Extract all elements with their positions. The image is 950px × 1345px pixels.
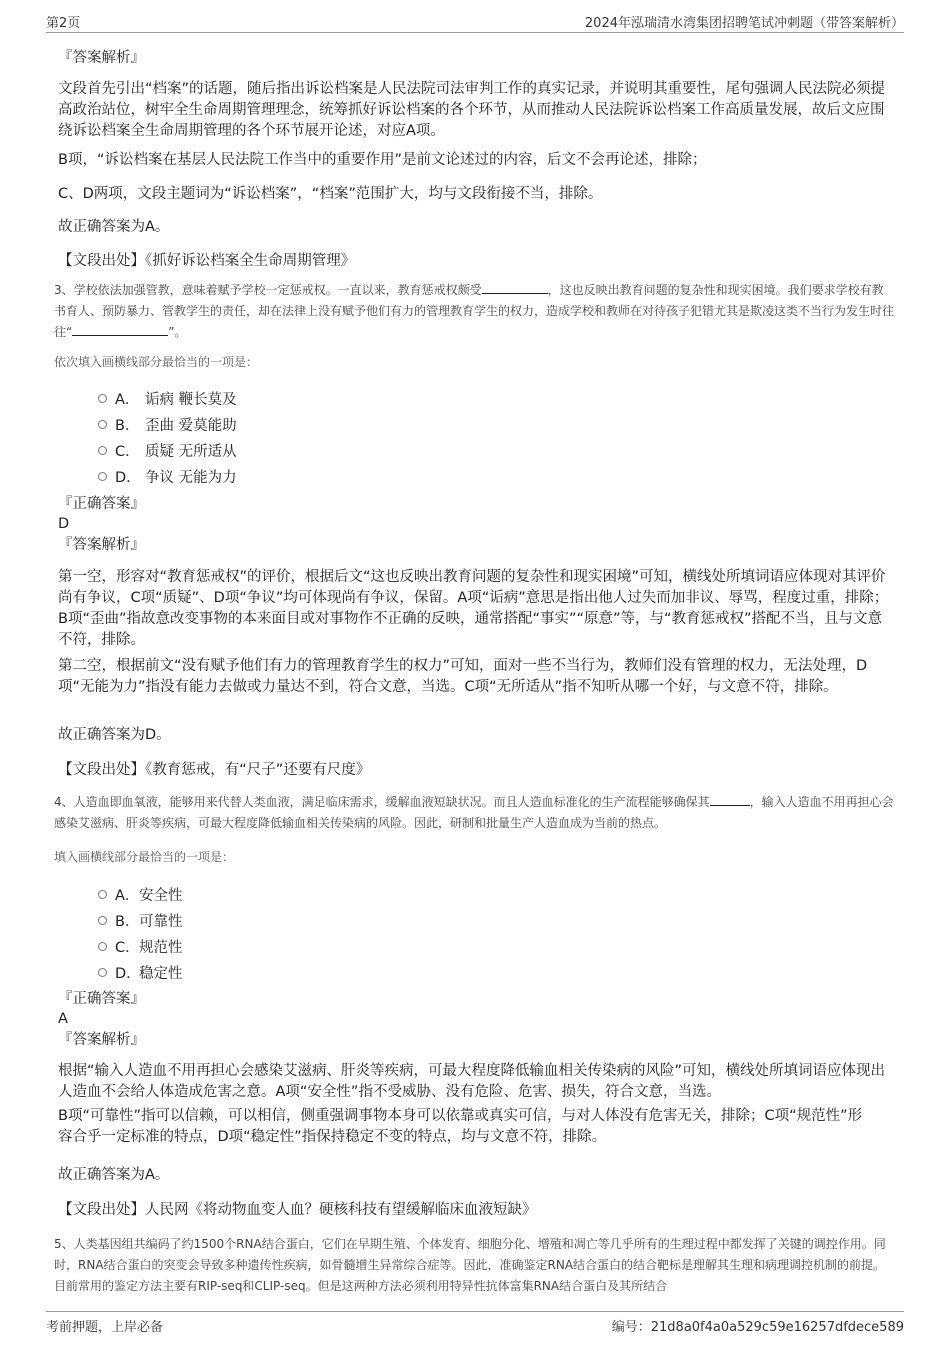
document-title: 2024年泓瑞清水湾集团招聘笔试冲刺题（带答案解析） [584,16,904,31]
option-text: 诟病 鞭长莫及 [145,391,237,408]
fill-blank [710,793,750,806]
option-text: 规范性 [139,939,183,956]
radio-icon[interactable] [98,446,107,455]
option-b[interactable] [98,411,237,437]
conclusion: 故正确答案为A。 [58,219,170,235]
correct-answer: A [58,1011,68,1027]
option-d[interactable] [98,959,183,985]
code-label: 编号： [611,1320,651,1335]
source-citation: 【文段出处】《抓好诉讼档案全生命周期管理》 [58,253,356,269]
answer-label: 『正确答案』 [58,991,145,1007]
question-text-part: 4、人造血即血氧液，能够用来代替人类血液，满足临床需求，缓解血液短缺状况。而且人造血标准化的生产流程能够确保其 [54,795,710,809]
analysis-paragraph: 根据“输入人造血不用再担心会感染艾滋病、肝炎等疾病，可最大程度降低输血相关传染病的风险”可知，横线处所填词语应体现出人造血不会给人体造成危害之意。A项“安全性”指不受威胁、没有危险、危害、损失，符合文意，当选。 [58,1063,886,1100]
footer-slogan: 考前押题，上岸必备 [46,1320,164,1335]
option-key: C． [115,939,140,956]
radio-icon[interactable] [98,968,107,977]
option-list [98,385,237,489]
analysis-label: 『答案解析』 [58,537,145,553]
analysis-paragraph: C、D两项，文段主题词为“诉讼档案”，“档案”范围扩大，均与文段衔接不当，排除。 [58,186,603,202]
option-key: B． [115,417,140,434]
option-d[interactable] [98,463,237,489]
option-key: D． [115,469,141,486]
option-a[interactable] [98,881,183,907]
question-text-part: 3、学校依法加强管教，意味着赋予学校一定惩戒权。一直以来，教育惩戒权颇受 [54,283,482,297]
fill-blank [482,281,548,294]
radio-icon[interactable] [98,916,107,925]
option-b[interactable] [98,907,183,933]
code-value: 21d8a0f4a0a529c59e16257dfdece589 [650,1320,904,1335]
analysis-label: 『答案解析』 [58,1032,145,1048]
question-text: 5、人类基因组共编码了约1500个RNA结合蛋白，它们在早期生殖、个体发育、细胞分化、增殖和凋亡等几乎所有的生理过程中都发挥了关键的调控作用。同时，RNA结合蛋白的突变会导致多种遗传性疾病，如骨髓增生异常综合症等。因此，准确鉴定RNA结合蛋白的结合靶标是理解其生理和病理调控机制的前提。目前常用的鉴定方法主要有RIP-seq和CLIP-seq。但是这两种方法必须利用特异性抗体富集RNA结合蛋白及其所结合 [54,1237,886,1293]
option-key: A． [115,391,140,408]
page-footer [46,1311,904,1336]
analysis-paragraph: 第一空，形容对“教育惩戒权”的评价，根据后文“这也反映出教育问题的复杂性和现实困境”可知，横线处所填词语应体现对其评价尚有争议，C项“质疑”、D项“争议”均可体现尚有争议，保留。A项“诟病”意思是指出他人过失而加非议、辱骂，程度过重，排除；B项“歪曲”指故意改变事物的本来面目或对事物作不正确的反映，通常搭配“事实”“原意”等，与“教育惩戒权”搭配不当，且与文意不符，排除。 [58,569,889,648]
question-text-part: ，这也反映出教育问题的复杂性和现实困境。我们要求学校有教书育人、预防暴力、管教学生的责任，却在法律上没有赋予他们有力的管理教育学生的权力，造成学校和教师在对待孩子犯错尤其是欺凌这类不当行为发生时往往“ [54,283,895,339]
option-c[interactable] [98,437,237,463]
option-text: 稳定性 [139,965,183,982]
option-text: 可靠性 [139,913,183,930]
option-a[interactable] [98,385,237,411]
document-code [612,1316,904,1335]
correct-answer: D [58,516,70,532]
question-instruction: 依次填入画横线部分最恰当的一项是： [54,355,259,369]
radio-icon[interactable] [98,420,107,429]
analysis-paragraph: B项，“诉讼档案在基层人民法院工作当中的重要作用”是前文论述过的内容，后文不会再论述，排除； [58,152,707,168]
fill-blank [72,323,168,336]
question-text [54,280,894,343]
option-text: 安全性 [139,887,183,904]
option-text: 质疑 无所适从 [145,443,237,460]
conclusion: 故正确答案为A。 [58,1167,170,1183]
option-list [98,881,183,985]
analysis-paragraph: 第二空，根据前文“没有赋予他们有力的管理教育学生的权力”可知，面对一些不当行为，教师们没有管理的权力，无法处理，D项“无能为力”指没有能力去做或力量达不到，符合文意，当选。C项“无所适从”指不知听从哪一个好，与文意不符，排除。 [58,658,868,695]
page-header [46,10,904,33]
page-number: 第2页 [46,16,81,31]
question-text [54,792,894,834]
option-key: A． [115,887,140,904]
analysis-paragraph: B项“可靠性”指可以信赖，可以相信，侧重强调事物本身可以依靠或真实可信，与对人体没有危害无关，排除；C项“规范性”形容合乎一定标准的特点，D项“稳定性”指保持稳定不变的特点，均与文意不符，排除。 [58,1108,863,1145]
option-key: D． [115,965,141,982]
radio-icon[interactable] [98,890,107,899]
question-text-part: ，输入人造血不用再担心会感染艾滋病、肝炎等疾病，可最大程度降低输血相关传染病的风险。因此，研制和批量生产人造血成为当前的热点。 [54,795,894,830]
radio-icon[interactable] [98,472,107,481]
answer-label: 『正确答案』 [58,496,145,512]
option-text: 争议 无能为力 [145,469,237,486]
option-c[interactable] [98,933,183,959]
conclusion: 故正确答案为D。 [58,727,171,743]
option-text: 歪曲 爱莫能助 [145,417,237,434]
option-key: C． [115,443,140,460]
analysis-label: 『答案解析』 [58,50,145,66]
question-instruction: 填入画横线部分最恰当的一项是： [54,850,235,864]
source-citation: 【文段出处】《教育惩戒，有“尺子”还要有尺度》 [58,762,371,778]
analysis-paragraph: 文段首先引出“档案”的话题，随后指出诉讼档案是人民法院司法审判工作的真实记录，并说明其重要性，尾句强调人民法院必须提高政治站位，树牢全生命周期管理理念，统筹抓好诉讼档案的各个环节，从而推动人民法院诉讼档案工作高质量发展，故后文应围绕诉讼档案全生命周期管理的各个环节展开论述，对应A项。 [58,81,886,139]
option-key: B． [115,913,140,930]
radio-icon[interactable] [98,394,107,403]
radio-icon[interactable] [98,942,107,951]
source-citation: 【文段出处】人民网《将动物血变人血？硬核科技有望缓解临床血液短缺》 [58,1202,537,1218]
question-text-part: ”。 [168,325,187,339]
